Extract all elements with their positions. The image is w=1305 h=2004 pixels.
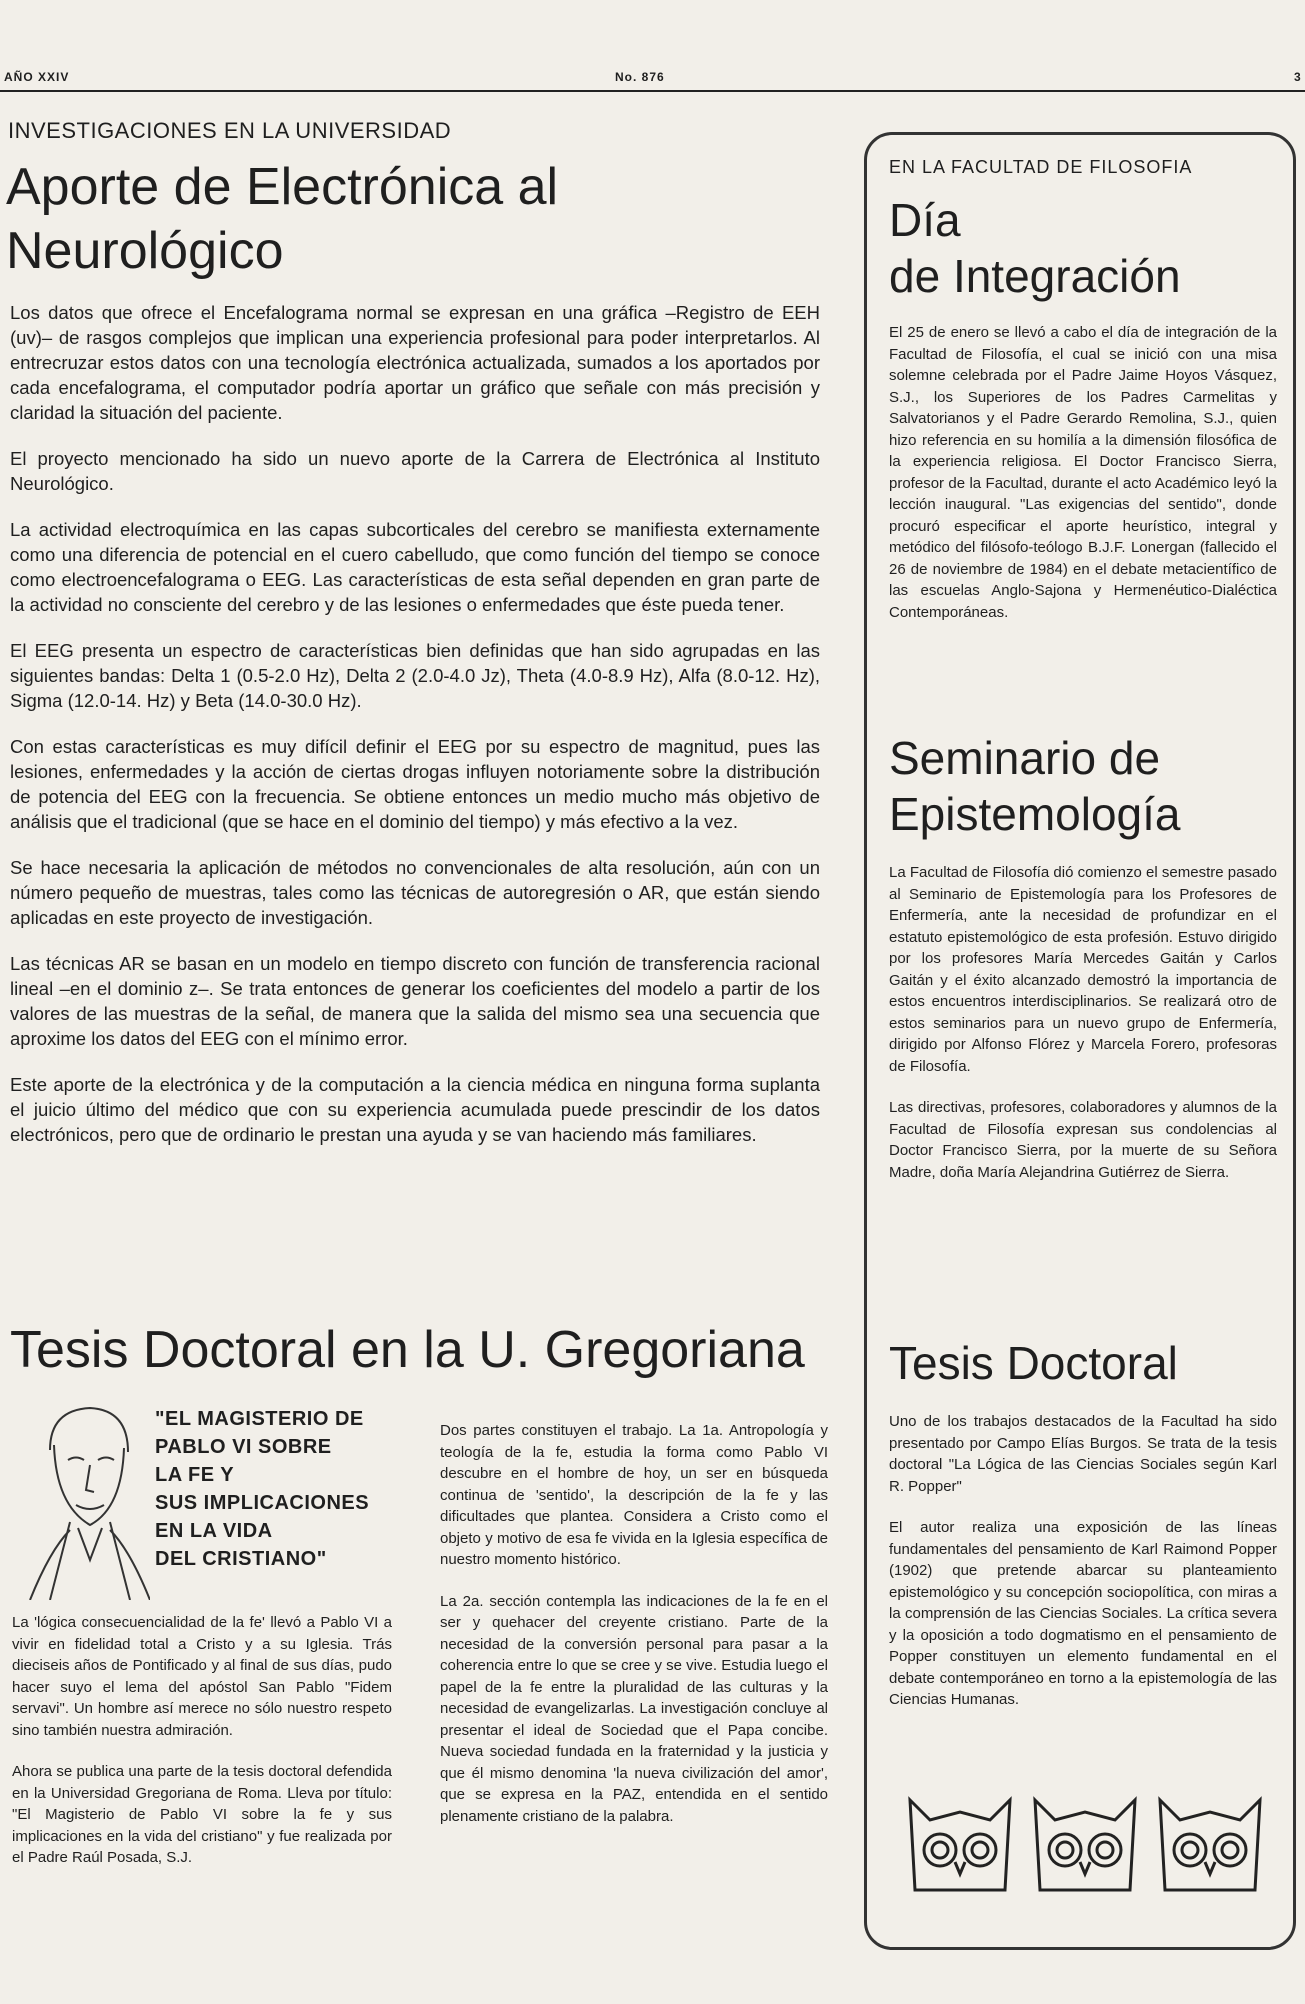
tesis-middle-column: [440, 1420, 828, 1847]
tesis-paragraph: Dos partes constituyen el trabajo. La 1a. Antropología y teología de la fe, estudia la forma como Pablo VI descubre en el hombre de hoy, un ser en búsqueda continua de 'sentido', la descripción de la fe y las dificultades que plantea. Considera a Cristo como el objeto y motivo de esa fe vivida en la Iglesia específica de nuestro momento histórico.: [440, 1422, 828, 1568]
tesis-doctoral-body2: El autor realiza una exposición de las líneas fundamentales del pensamiento de Karl Raimond Popper (1902) que pretende abarcar su planteamiento epistemológico y su concepción sociopolítica, con miras a la comprensión de las Ciencias Sociales. La crítica severa y la oposición a todo dogmatismo en el pensamiento de Popper constituyen un elemento fundamental en el debate contemporáneo en torno a la epistemología de las Ciencias Humanas.: [889, 1519, 1277, 1708]
pope-portrait-drawing: [20, 1390, 150, 1600]
tesis-left-column: [12, 1612, 392, 1889]
integracion-body: El 25 de enero se llevó a cabo el día de integración de la Facultad de Filosofía, el cual se inició con una misa solemne celebrada por el Padre Jaime Hoyos Vásquez, S.J., los Superiores de los Padres Carmelitas y Salvatorianos y el Padre Gerardo Remolina, S.J., quien hizo referencia en su homilía a la dimensión filosófica de la experiencia religiosa. El Doctor Francisco Sierra, profesor de la Facultad, durante el acto Académico leyó la lección inaugural. "Las exigencias del sentido", donde procuró especificar el aporte heurístico, integral y metódico del filósofo-teólogo B.J.F. Lonergan (fallecido el 26 de noviembre de 1984) en el debate metacientífico de las escuelas Anglo-Sajona y Hermenéutico-Dialéctica Contemporáneas.: [889, 324, 1277, 621]
sidebar-section-seminario: [889, 730, 1277, 1203]
article-paragraph: Con estas características es muy difícil definir el EEG por su espectro de magnitud, pues las lesiones, enfermedades y la acción de ciertas drogas influyen notoriamente sobre la distribución de potencia del EEG con la frecuencia. Se obtiene entonces un medio mucho más objetivo de análisis que el tradicional (que se hace en el dominio del tiempo) y más efectivo a la vez.: [10, 736, 820, 832]
tesis-doctoral-body: Uno de los trabajos destacados de la Facultad ha sido presentado por Campo Elías Burgos. Se trata de la tesis doctoral "La Lógica de las Ciencias Sociales según Karl R. Popper": [889, 1413, 1277, 1495]
article-paragraph: Las técnicas AR se basan en un modelo en tiempo discreto con función de transferencia racional lineal –en el dominio z–. Se trata entonces de generar los coeficientes del modelo a partir de los valores de las muestras de la señal, de manera que la salida del mismo sea una secuencia que aproxime los datos del EEG con el mínimo error.: [10, 953, 820, 1049]
issue-number: No. 876: [615, 70, 665, 84]
tesis-gregoriana-title: Tesis Doctoral en la U. Gregoriana: [10, 1321, 805, 1379]
article-title: [6, 155, 866, 283]
tesis-quote-title: "EL MAGISTERIO DE PABLO VI SOBRE LA FE Y SUS IMPLICACIONES EN LA VIDA DEL CRISTIANO": [155, 1408, 370, 1570]
tesis-paragraph: La 'lógica consecuencialidad de la fe' llevó a Pablo VI a vivir en fidelidad total a Cristo y a su Iglesia. Trás dieciseis años de Pontificado y al final de sus días, pudo hacer suyo el lema del apóstol San Pablo "Fidem servavi". Un hombre así merece no sólo nuestro respeto sino también nuestra admiración.: [12, 1614, 392, 1739]
article-paragraph: La actividad electroquímica en las capas subcorticales del cerebro se manifiesta externamente como una diferencia de potencial en el cuero cabelludo, que como función del tiempo se conoce como electroencefalograma o EEG. Las características de esta señal dependen en gran parte de la actividad no consciente del cerebro y de las lesiones o enfermedades que éste pueda tener.: [10, 519, 820, 615]
article-paragraph: Los datos que ofrece el Encefalograma normal se expresan en una gráfica –Registro de EEH (uv)– de rasgos complejos que implican una experiencia profesional para poder interpretarlos. Al entrecruzar estos datos con una tecnología electrónica actualizada, sumados a los aportados por cada encefalograma, el computador podría aportar un gráfico que señale con más precisión y claridad la situación del paciente.: [10, 302, 820, 423]
seminario-title-line1: Seminario de: [889, 732, 1161, 784]
tesis-paragraph: Ahora se publica una parte de la tesis doctoral defendida en la Universidad Gregoriana de Roma. Lleva por título: "El Magisterio de Pablo VI sobre la fe y sus implicaciones en la vida del cristiano" y fue realizada por el Padre Raúl Posada, S.J.: [12, 1763, 392, 1866]
article-paragraph: El EEG presenta un espectro de características bien definidas que han sido agrupadas en las siguientes bandas: Delta 1 (0.5-2.0 Hz), Delta 2 (2.0-4.0 Jz), Theta (4.0-8.9 Hz), Alfa (8.0-12. Hz), Sigma (12.0-14. Hz) y Beta (14.0-30.0 Hz).: [10, 640, 820, 711]
header-rule: [0, 90, 1305, 92]
sidebar-kicker: EN LA FACULTAD DE FILOSOFIA: [889, 157, 1193, 177]
owl-illustration: [900, 1790, 1270, 1900]
sidebar-section-tesis: [889, 1335, 1277, 1731]
section-kicker: INVESTIGACIONES EN LA UNIVERSIDAD: [8, 118, 452, 143]
integracion-title-line2: de Integración: [889, 250, 1181, 302]
sidebar-section-integracion: [889, 157, 1277, 643]
article-title-line1: Aporte de Electrónica al: [6, 158, 559, 216]
article-body: [10, 300, 820, 1168]
integracion-title-line1: Día: [889, 194, 961, 246]
sidebar-box: [864, 132, 1296, 1950]
integracion-title: [889, 192, 1277, 304]
seminario-body: La Facultad de Filosofía dió comienzo el semestre pasado al Seminario de Epistemología para los Profesores de Enfermería, ante la necesidad de profundizar en el estatuto epistemológico de esta profesión. Estuvo dirigido por los profesores María Mercedes Gaitán y Carlos Gaitán y el éxito alcanzado demostró la importancia de estos encuentros interdisciplinarios. Se realizará otro de estos seminarios para un nuevo grupo de Enfermería, dirigido por Alfonso Flórez y Marcela Forero, profesoras de Filosofía.: [889, 864, 1277, 1075]
seminario-title-line2: Epistemología: [889, 788, 1181, 840]
page-number: 3: [1294, 70, 1302, 84]
article-paragraph: El proyecto mencionado ha sido un nuevo aporte de la Carrera de Electrónica al Instituto Neurológico.: [10, 448, 820, 494]
article-paragraph: Este aporte de la electrónica y de la computación a la ciencia médica en ninguna forma suplanta el juicio último del médico que con su experiencia acumulada puede prescindir de los datos electrónicos, pero que de ordinario le prestan una ayuda y se van haciendo más familiares.: [10, 1074, 820, 1145]
article-title-line2: Neurológico: [6, 222, 284, 280]
condolencias-body: Las directivas, profesores, colaboradores y alumnos de la Facultad de Filosofía expresan sus condolencias al Doctor Francisco Sierra, por la muerte de su Señora Madre, doña María Alejandrina Gutiérrez de Sierra.: [889, 1099, 1277, 1181]
year-label: AÑO XXIV: [4, 70, 70, 84]
tesis-paragraph: La 2a. sección contempla las indicaciones de la fe en el ser y quehacer del creyente cristiano. Parte de la necesidad de la conversión personal para pasar a la coherencia entre lo que se cree y se vive. Estudia luego el papel de la fe entre la pluralidad de las culturas y la necesidad de evangelizarlas. La investigación concluye al presentar el ideal de Sociedad que el Papa concibe. Nueva sociedad fundada en la fraternidad y la justicia y que él mismo denomina 'la nueva civilización del amor', que se expresa en la PAZ, entendida en el sentido plenamente cristiano de la palabra.: [440, 1592, 828, 1825]
tesis-doctoral-title: Tesis Doctoral: [889, 1337, 1178, 1389]
seminario-title: [889, 730, 1277, 842]
article-paragraph: Se hace necesaria la aplicación de métodos no convencionales de alta resolución, aún con un número pequeño de muestras, tales como las técnicas de autoregresión o AR, que están siendo aplicadas en este proyecto de investigación.: [10, 857, 820, 928]
